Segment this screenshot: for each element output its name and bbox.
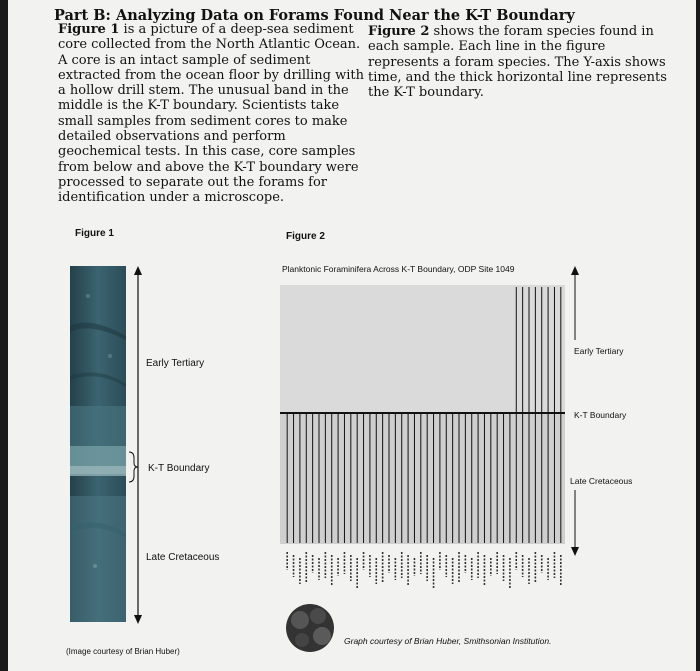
figure2-early-tertiary-label: Early Tertiary bbox=[574, 346, 624, 356]
figure2-credit: Graph courtesy of Brian Huber, Smithsonian Institution. bbox=[344, 636, 552, 646]
figure2-chart bbox=[8, 0, 696, 671]
figure2-description-label: Figure 2 bbox=[368, 24, 430, 39]
figure1-early-tertiary-label: Early Tertiary bbox=[146, 358, 205, 369]
worksheet-page bbox=[8, 0, 696, 671]
figure1-description-label: Figure 1 bbox=[58, 22, 120, 37]
figure1-kt-boundary-label: K-T Boundary bbox=[148, 463, 210, 474]
figure2-kt-boundary-label: K-T Boundary bbox=[574, 410, 627, 420]
figure1-label: Figure 1 bbox=[75, 228, 114, 239]
figure2-late-cretaceous-label: Late Cretaceous bbox=[570, 476, 633, 486]
page-title: Part B: Analyzing Data on Forams Found Near the K-T Boundary bbox=[54, 7, 575, 24]
figure1-late-cretaceous-label: Late Cretaceous bbox=[146, 552, 220, 563]
figure2-arrow-up bbox=[571, 266, 579, 275]
figure2-label: Figure 2 bbox=[286, 231, 325, 242]
figure2-arrow-down bbox=[571, 547, 579, 556]
figure2-species-names bbox=[287, 552, 561, 588]
figure1-credit: (Image courtesy of Brian Huber) bbox=[66, 647, 180, 656]
foram-specimen-icon bbox=[286, 604, 334, 652]
figure2-description-body: shows the foram species found in each sample. Each line in the figure represents a foram species. The Y-axis shows time, and the thick horizontal line represents the K-T boundary. bbox=[368, 24, 667, 101]
figure1-description-body: is a picture of a deep-sea sediment core collected from the North Atlantic Ocean. A core is an intact sample of sediment extracted from the ocean floor by drilling with a hollow drill stem. The unusual band in the middle is the K-T boundary. Scientists take small samples from sediment cores to make detailed observations and perform geochemical tests. In this case, core samples from below and above the K-T boundary were processed to separate out the forams for identification under a microscope. bbox=[58, 22, 365, 206]
figure2-chart-title: Planktonic Foraminifera Across K-T Boundary, ODP Site 1049 bbox=[282, 264, 515, 274]
